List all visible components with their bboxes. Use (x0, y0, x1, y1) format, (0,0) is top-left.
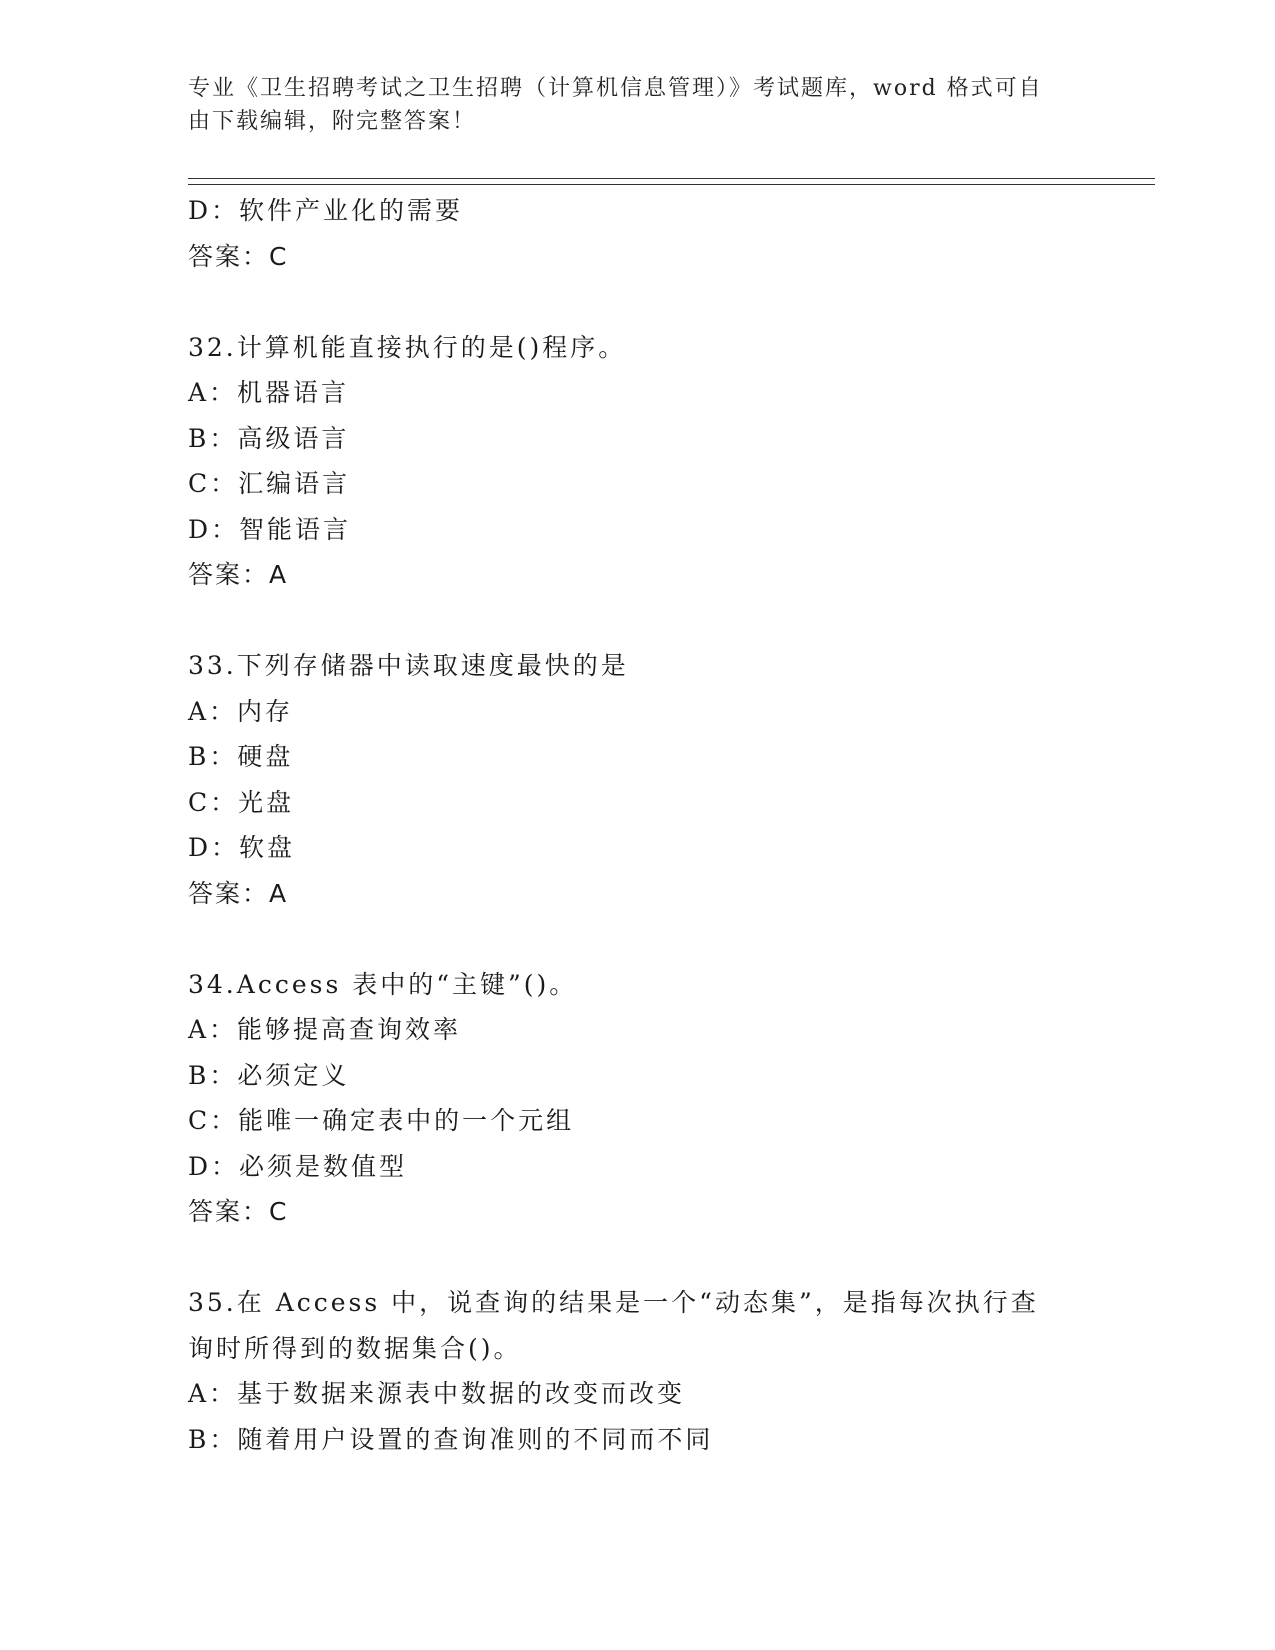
question-stem-line-1: 35.在 Access 中，说查询的结果是一个“动态集”，是指每次执行查 (188, 1288, 1039, 1317)
option-a: A：机器语言 (188, 378, 350, 407)
header-line-1: 专业《卫生招聘考试之卫生招聘（计算机信息管理）》考试题库，word 格式可自 (188, 76, 1043, 101)
option-d: D：智能语言 (188, 514, 352, 544)
option-b: B：高级语言 (188, 423, 350, 453)
option-c: C：能唯一确定表中的一个元组 (188, 1106, 575, 1135)
document-header (188, 72, 1088, 138)
header-line-2: 由下载编辑，附完整答案！ (188, 109, 477, 134)
option-d: D：软盘 (188, 833, 296, 862)
question-stem-line-2: 询时所得到的数据集合()。 (188, 1333, 522, 1363)
option-a: A：内存 (188, 696, 294, 726)
question-list (188, 188, 1155, 1462)
question-stem: 33.下列存储器中读取速度最快的是 (188, 651, 629, 680)
header-divider (188, 178, 1155, 185)
answer-line: 答案：A (188, 560, 289, 589)
question-stem: 32.计算机能直接执行的是()程序。 (188, 332, 627, 362)
option-b: B：必须定义 (188, 1060, 350, 1090)
spacer (188, 916, 1155, 962)
answer-line: 答案：A (188, 878, 289, 908)
option-b: B：硬盘 (188, 742, 294, 771)
option-a: A：基于数据来源表中数据的改变而改变 (188, 1379, 686, 1408)
option-d: D：必须是数值型 (188, 1151, 408, 1181)
answer-line: 答案：C (188, 1197, 289, 1226)
spacer (188, 1235, 1155, 1281)
option-d: D：软件产业化的需要 (188, 196, 464, 225)
spacer (188, 279, 1155, 325)
spacer (188, 598, 1155, 644)
answer-line: 答案：C (188, 241, 289, 271)
option-b: B：随着用户设置的查询准则的不同而不同 (188, 1424, 714, 1454)
question-stem: 34.Access 表中的“主键”()。 (188, 969, 578, 999)
option-c: C：光盘 (188, 787, 295, 817)
option-a: A：能够提高查询效率 (188, 1015, 462, 1044)
option-c: C：汇编语言 (188, 469, 351, 498)
